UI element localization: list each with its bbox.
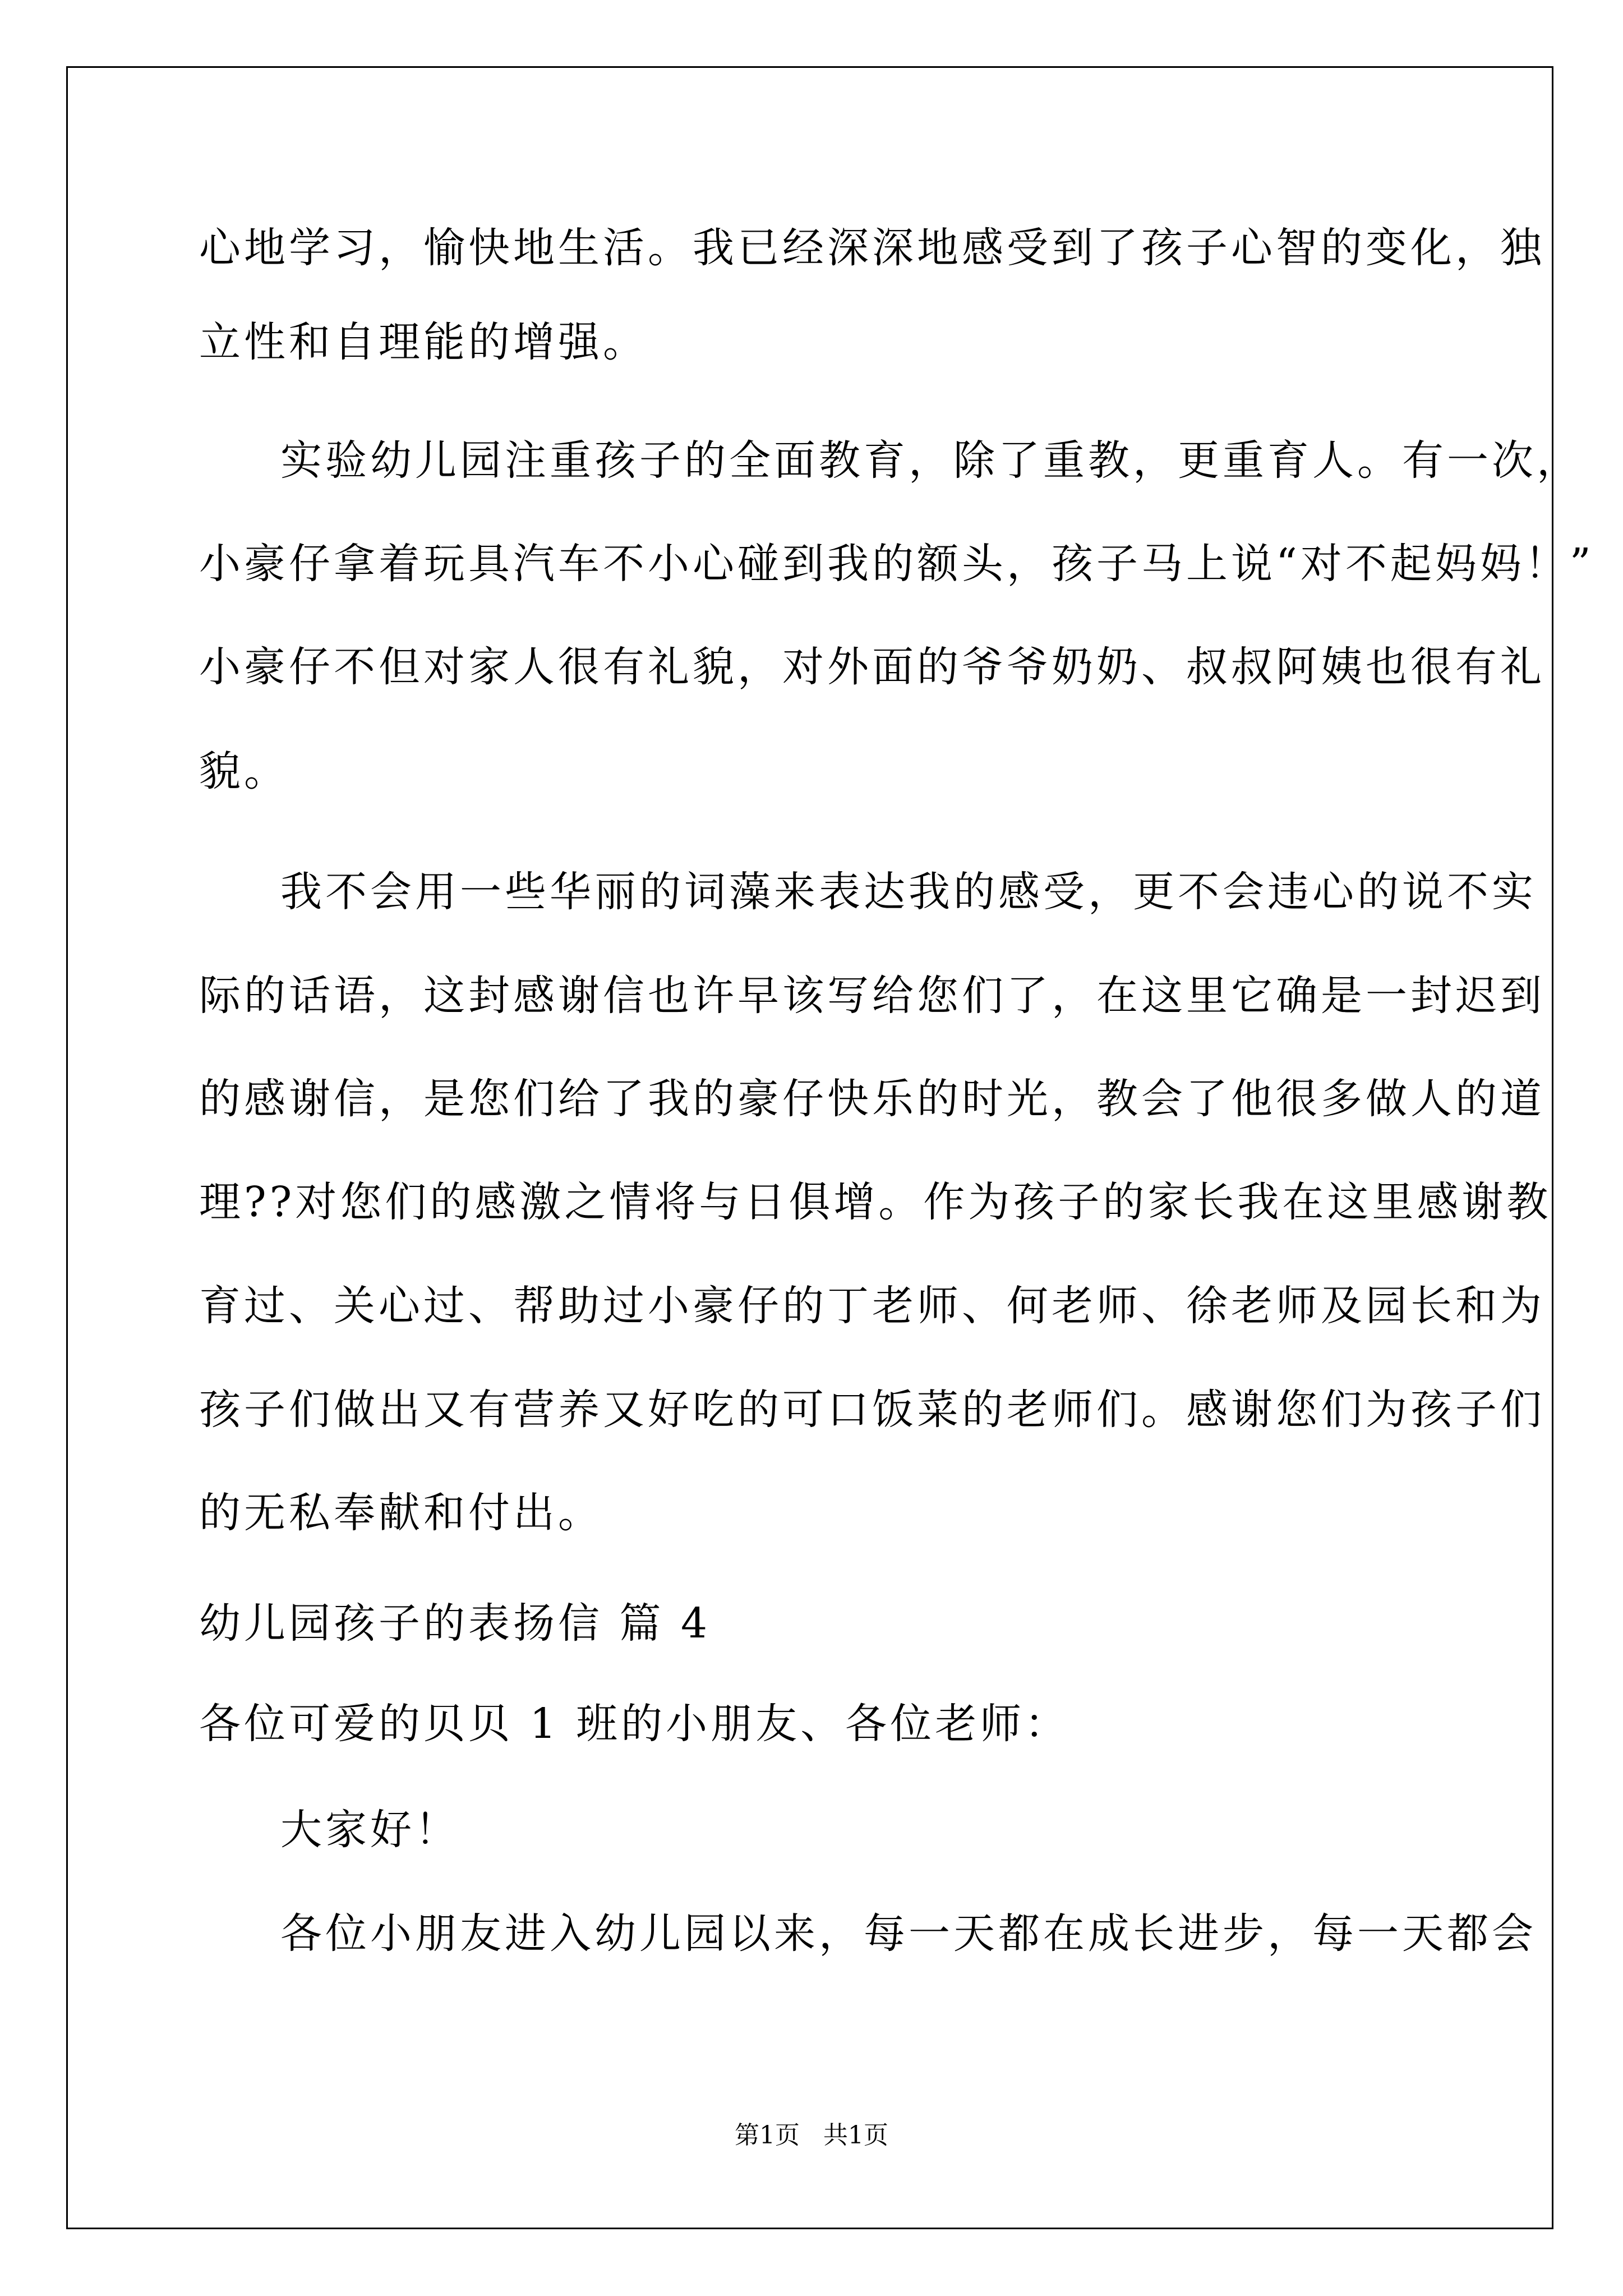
text-line-3: 实验幼儿园注重孩子的全面教育，除了重教，更重育人。有一次， [280,436,1581,485]
page-number-footer: 第1页 共1页 [735,2121,888,2150]
section-heading: 幼儿园孩子的表扬信 篇 4 [199,1599,711,1648]
text-line-11: 育过、关心过、帮助过小豪仔的丁老师、何老师、徐老师及园长和为 [199,1282,1545,1330]
text-line-12: 孩子们做出又有营养又好吃的可口饭菜的老师们。感谢您们为孩子们 [199,1386,1545,1434]
text-line-17: 各位小朋友进入幼儿园以来，每一天都在成长进步，每一天都会 [280,1910,1537,1958]
text-line-8: 际的话语，这封感谢信也许早该写给您们了，在这里它确是一封迟到 [199,972,1545,1020]
text-line-7: 我不会用一些华丽的词藻来表达我的感受，更不会违心的说不实 [280,868,1537,916]
page-border [66,66,1553,2229]
salutation: 各位可爱的贝贝 1 班的小朋友、各位老师： [199,1700,1070,1748]
text-line-10: 理??对您们的感激之情将与日俱增。作为孩子的家长我在这里感谢教 [199,1178,1552,1226]
text-line-6: 貌。 [199,747,289,795]
text-line-1: 心地学习，愉快地生活。我已经深深地感受到了孩子心智的变化，独 [199,224,1545,272]
text-line-9: 的感谢信，是您们给了我的豪仔快乐的时光，教会了他很多做人的道 [199,1075,1545,1123]
text-line-2: 立性和自理能的增强。 [199,318,648,366]
text-line-5: 小豪仔不但对家人很有礼貌，对外面的爷爷奶奶、叔叔阿姨也很有礼 [199,643,1545,691]
text-line-13: 的无私奉献和付出。 [199,1489,603,1537]
greeting: 大家好！ [280,1806,460,1854]
text-line-4: 小豪仔拿着玩具汽车不小心碰到我的额头，孩子马上说“对不起妈妈！” [199,540,1594,588]
